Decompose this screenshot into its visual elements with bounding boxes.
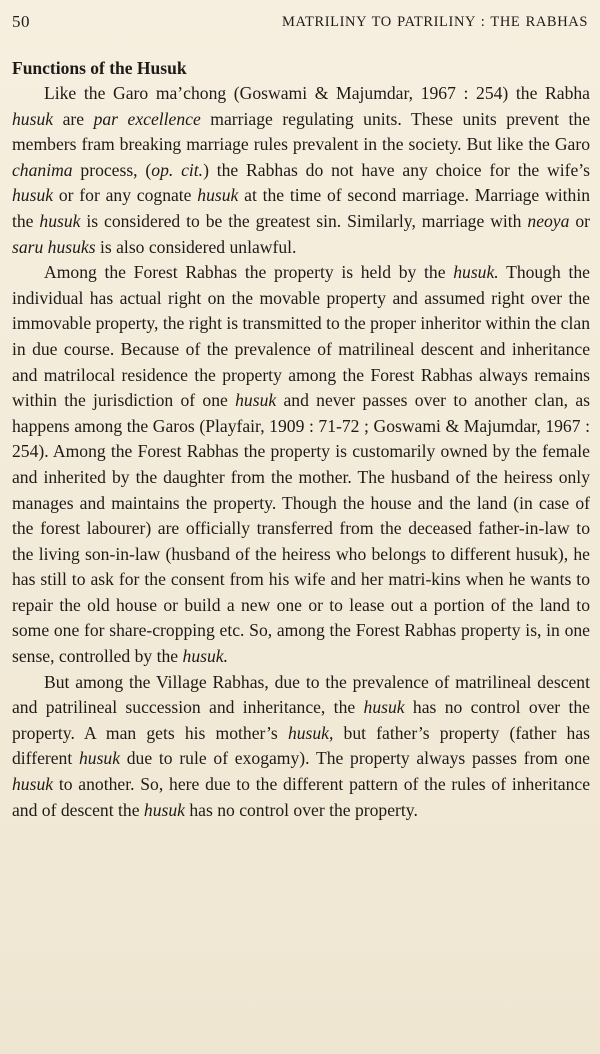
italic-term: op. cit. (151, 159, 204, 180)
text-run: marriage regulating units. These units prevent the members fram breaking marriage rules prevalent in the society. But like the Garo (12, 108, 591, 155)
body-text (12, 81, 590, 823)
paragraph-1 (12, 81, 590, 260)
text-run: But among the Village Rabhas, due to the prevalence of matrilineal descent and patrilineal succession and inheritance, the (12, 671, 590, 718)
text-run: and never passes over to another clan, as happens among the Garos (Playfair, 1909 : 71-72 ; Goswami & Majumdar, 1967 : 254). Among the Forest Rabhas the property is customarily owned by the female and inherited by the daughter from the mother. The husband of the heiress only manages and maintains the property. Though the house and the land (in case of the forest labourer) are officially transferred from the deceased father-in-law to the living son-in-law (husband of the heiress who belongs to different husuk), he has still to ask for the consent from his wife and her matri-kins when he wants to repair the old house or build a new one or to lease out a portion of the land to some one for share-cropping etc. So, among the Forest Rabhas property is, in one sense, controlled by the (12, 390, 590, 667)
text-run: ) the Rabhas do not have any choice for the wife’s (203, 159, 591, 180)
italic-term: husuk. (182, 646, 228, 667)
text-run: has no control over the property. A man gets his mother’s (12, 697, 590, 743)
section-title: Functions of the Husuk (12, 58, 187, 78)
italic-term: husuk (363, 697, 405, 718)
text-run: are (53, 108, 94, 129)
italic-term: husuk (143, 799, 185, 820)
italic-term: husuk (12, 108, 54, 129)
text-run: but father’s property (father has different (12, 722, 590, 769)
text-run: Like the Garo ma’chong (Goswami & Majumdar, 1967 : 254) the Rabha (44, 83, 590, 103)
italic-term: husuk (39, 210, 81, 231)
text-run: at the time of second marriage. Marriage within the (12, 185, 590, 231)
paragraph-3 (12, 670, 590, 824)
text-run: or (569, 210, 590, 231)
italic-term: saru husuks (12, 236, 96, 257)
italic-term: husuk (235, 390, 277, 411)
text-run: due to rule of exogamy). The property always passes from one (120, 748, 590, 769)
page-header (12, 10, 588, 34)
text-run: is also considered unlawful. (95, 236, 297, 257)
italic-term: par excellence (93, 108, 201, 129)
text-run: has no control over the property. (184, 799, 418, 820)
italic-term: husuk (78, 748, 121, 769)
page-number: 50 (12, 12, 30, 31)
text-run: or for any cognate (53, 185, 198, 206)
italic-term: husuk. (453, 262, 499, 283)
italic-term: husuk, (287, 722, 334, 743)
paragraph-2 (12, 260, 590, 670)
italic-term: neoya (527, 210, 570, 231)
italic-term: husuk (12, 185, 54, 206)
italic-term: husuk (12, 774, 54, 795)
text-run: Though the individual has actual right on the movable property and assumed right over the immovable property, the right is transmitted to the proper inheritor within the clan in due course. Because of the prevalence of matrilineal descent and inheritance and matrilocal residence the property among the Forest Rabhas always remains within the jurisdiction of one (12, 262, 590, 411)
text-run: Among the Forest Rabhas the property is held by the (44, 262, 454, 283)
text-run: to another. So, here due to the different pattern of the rules of inheritance and of descent the (12, 774, 590, 820)
italic-term: chanima (12, 159, 73, 180)
text-run: process, ( (72, 159, 152, 180)
text-run: is considered to be the greatest sin. Similarly, marriage with (80, 210, 528, 231)
italic-term: husuk (197, 185, 239, 206)
running-head: MATRILINY TO PATRILINY : THE RABHAS (282, 14, 588, 30)
